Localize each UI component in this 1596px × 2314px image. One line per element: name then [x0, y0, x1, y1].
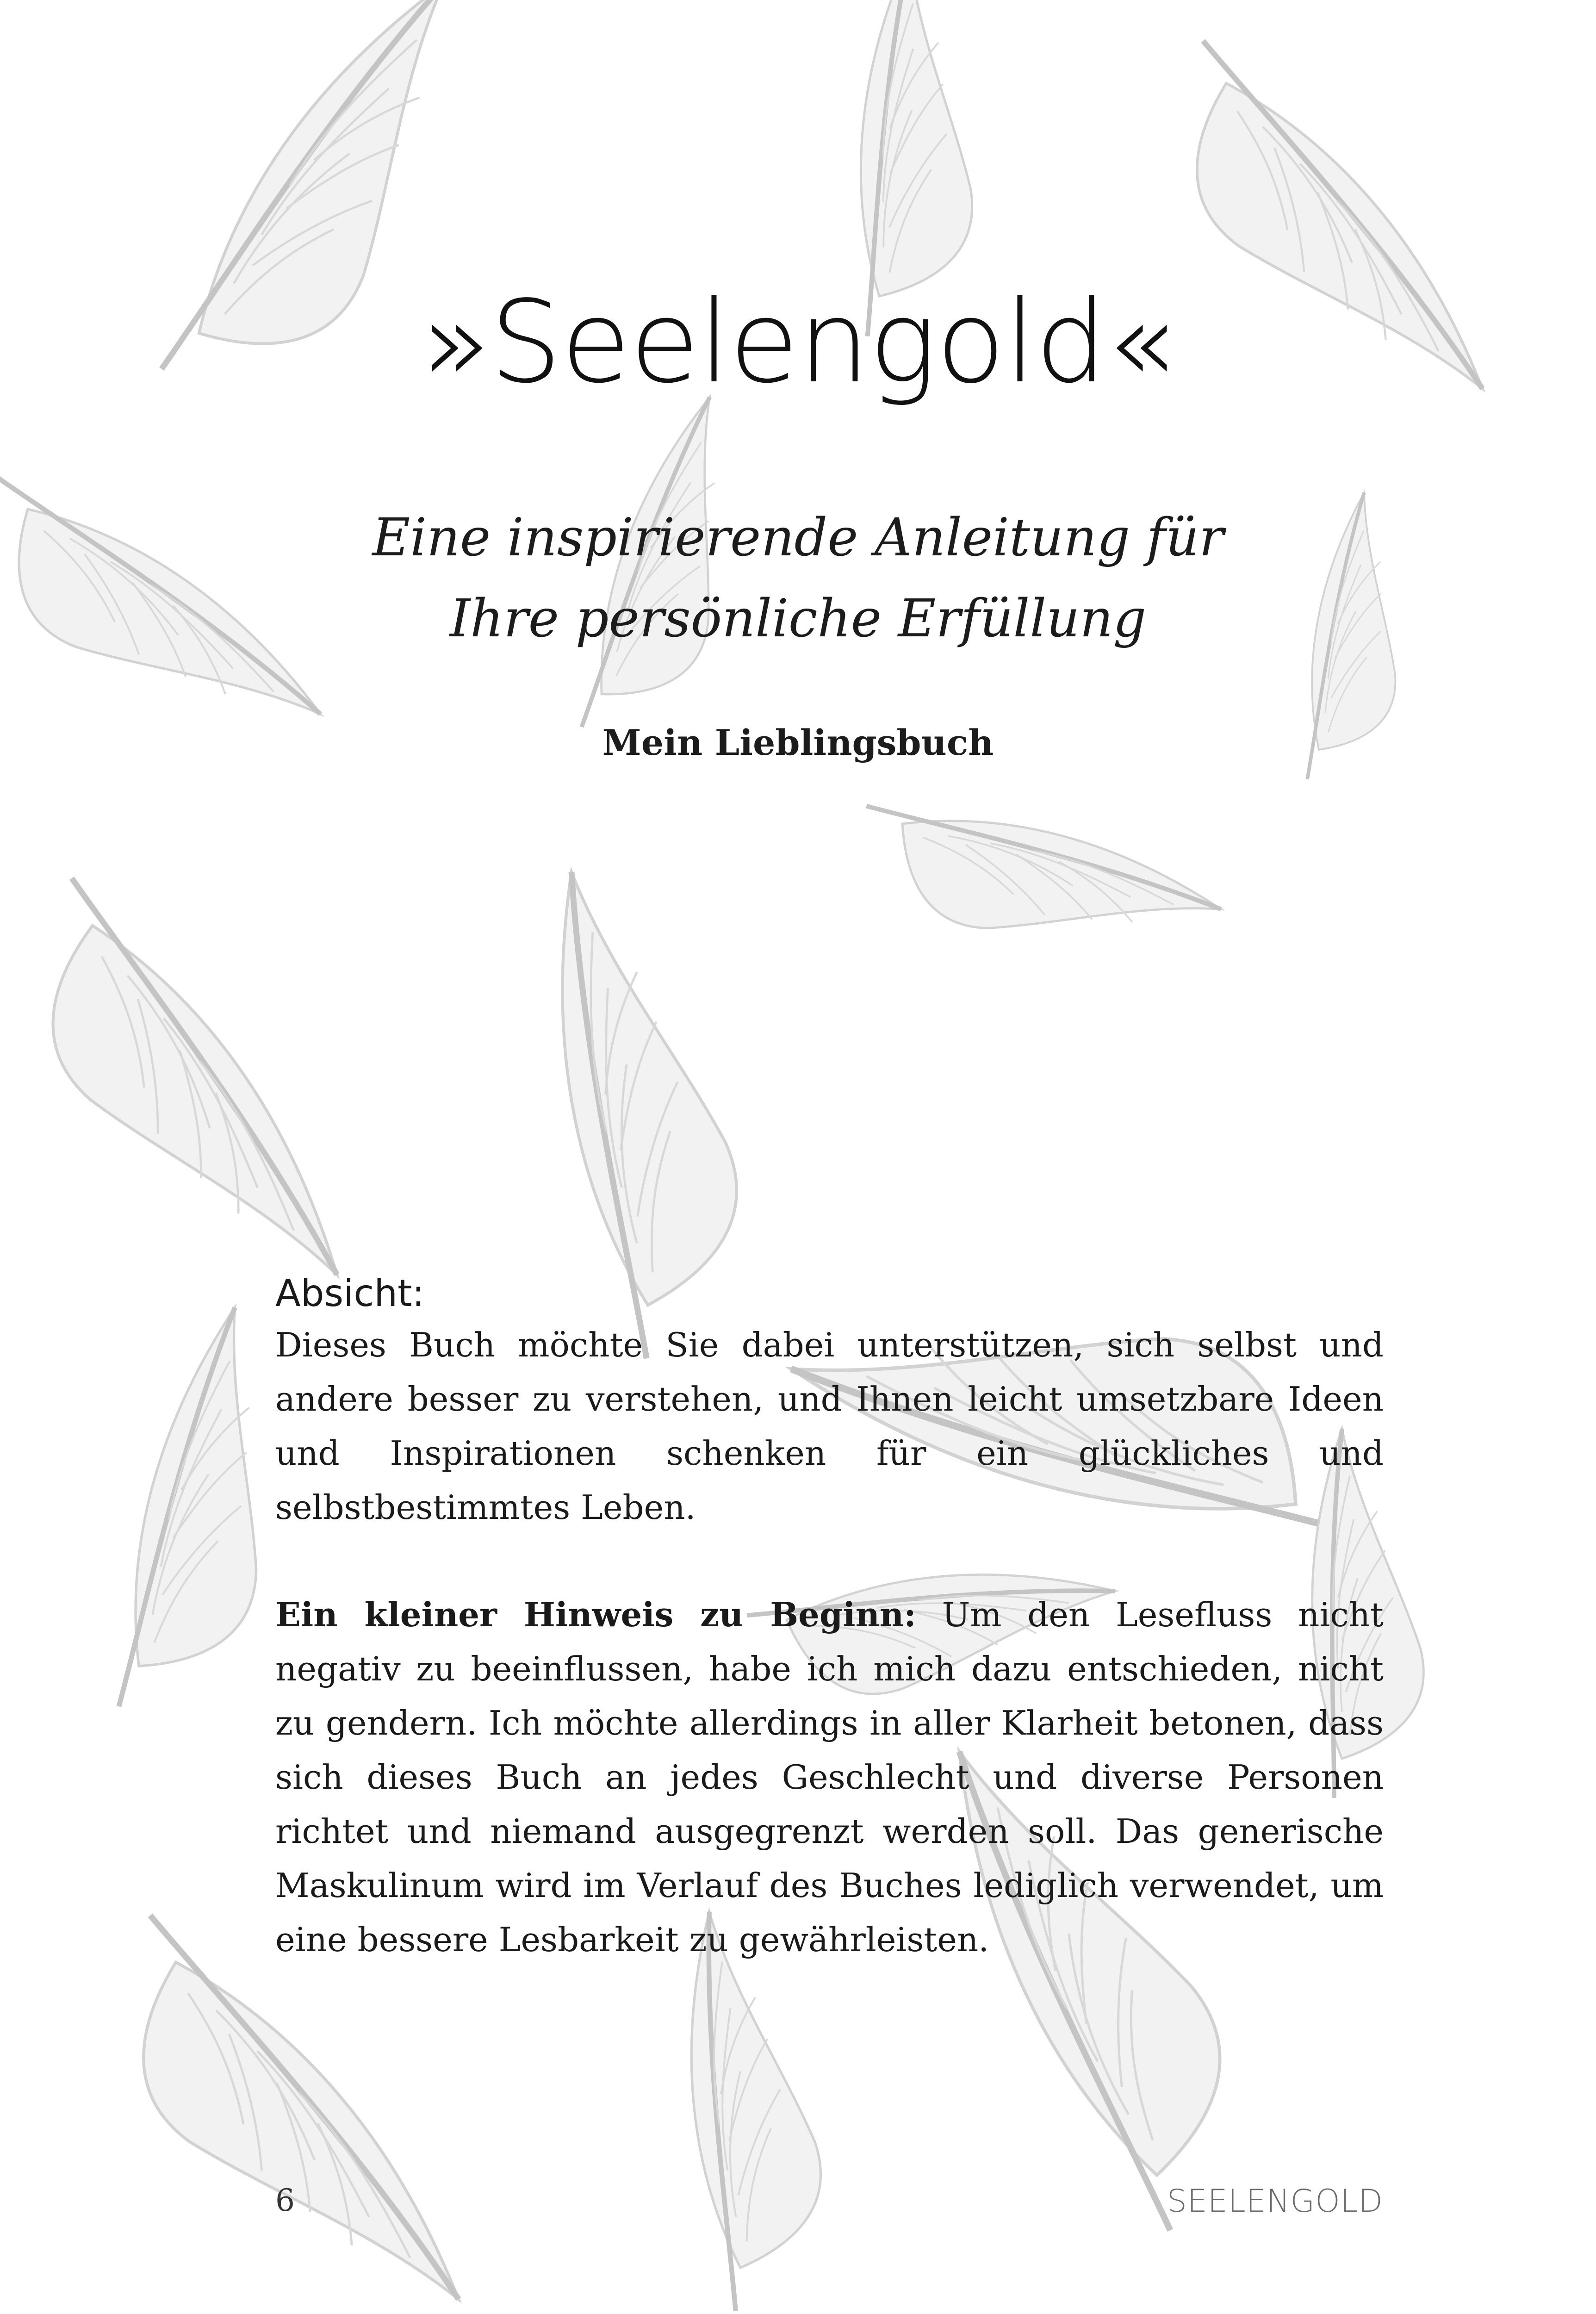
subtitle-line: Eine inspirierende Anleitung für	[372, 508, 1224, 568]
subtitle-line: Ihre persönliche Erfüllung	[449, 589, 1147, 649]
subtitle	[0, 498, 1596, 659]
running-head: SEELENGOLD	[1167, 2183, 1383, 2220]
page-number: 6	[275, 2183, 295, 2218]
author-line: Mein Lieblingsbuch	[602, 722, 994, 763]
page-title: »Seelengold«	[421, 276, 1175, 408]
note-body: Um den Lesefluss nicht negativ zu beeinflussen, habe ich mich dazu entschieden, nicht zu gendern. Ich möchte allerdings in aller Klarheit betonen, dass sich dieses Buch an jedes Geschlecht und diverse Personen richtet und niemand ausgegrenzt werden soll. Das generische Maskulinum wird im Verlauf des Buches lediglich verwendet, um eine bessere Lesbarkeit zu gewährleisten.	[275, 1595, 1384, 1959]
note-lead: Ein kleiner Hinweis zu Beginn:	[275, 1595, 916, 1634]
intent-heading: Absicht:	[275, 1272, 425, 1315]
note-paragraph	[275, 1587, 1384, 1967]
intent-paragraph: Dieses Buch möchte Sie dabei unterstützen, sich selbst und andere besser zu verstehen, und Ihnen leicht umsetzbare Ideen und Inspirationen schenken für ein glückliches und selbstbestimmtes Leben.	[275, 1325, 1384, 1527]
